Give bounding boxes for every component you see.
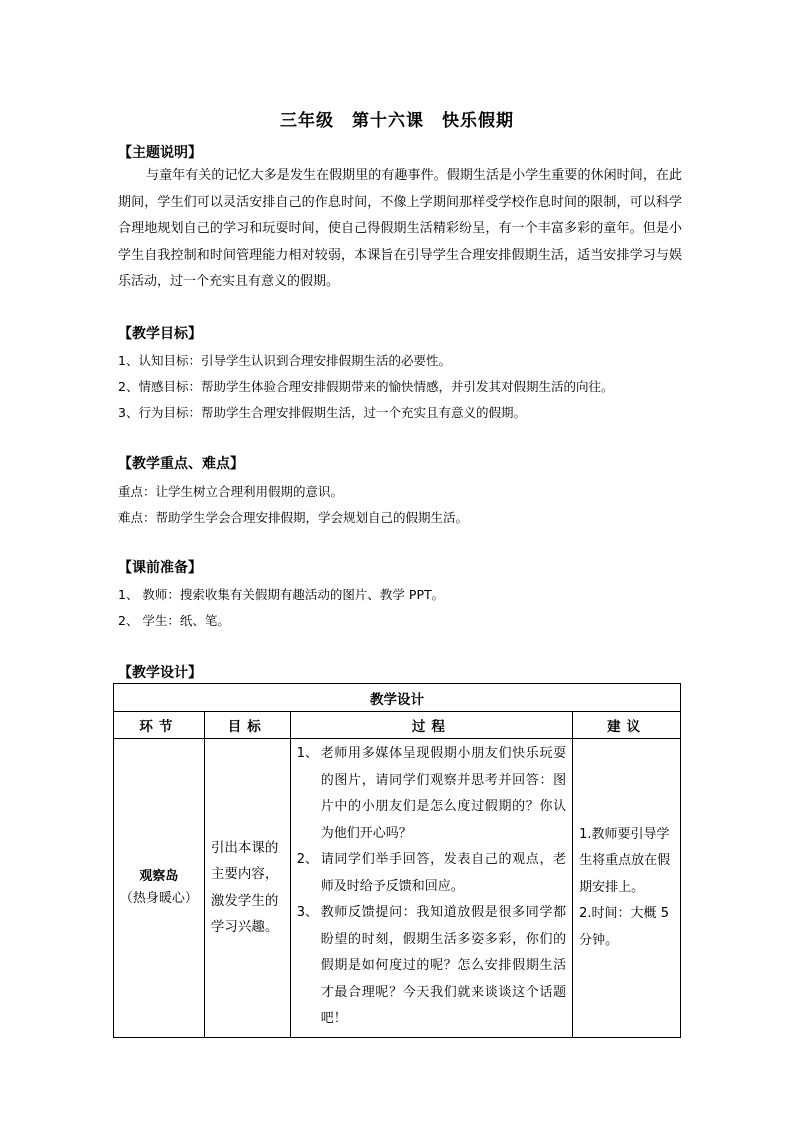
process-step-text: 请同学们举手回答，发表自己的观点，老师及时给予反馈和回应。 <box>320 852 567 894</box>
preparation-heading: 【课前准备】 <box>118 560 202 576</box>
advice-cell <box>573 739 681 1038</box>
process-step <box>297 741 566 847</box>
teaching-design-table <box>113 683 681 1038</box>
goal-cell: 引出本课的主要内容，激发学生的学习兴趣。 <box>204 739 290 1038</box>
preparation-teacher: 1、 教师：搜索收集有关假期有趣活动的图片、教学 PPT。 <box>118 587 445 602</box>
process-step-number: 3、 <box>296 905 318 920</box>
page-title: 三年级 第十六课 快乐假期 <box>280 111 514 131</box>
keypoint-focus: 重点：让学生树立合理利用假期的意识。 <box>118 484 344 499</box>
process-step-number: 2、 <box>296 852 318 867</box>
process-cell <box>290 739 572 1038</box>
column-header-advice: 建议 <box>573 712 681 739</box>
theme-heading: 【主题说明】 <box>118 145 202 161</box>
preparation-student: 2、 学生：纸、笔。 <box>118 613 230 628</box>
process-step <box>297 900 566 1033</box>
objectives-heading: 【教学目标】 <box>118 326 202 342</box>
process-step-text: 老师用多媒体呈现假期小朋友们快乐玩耍的图片，请同学们观察并思考并回答：图片中的小朋友们是怎么度过假期的？你认为他们开心吗？ <box>320 746 567 841</box>
column-header-section: 环节 <box>114 712 205 739</box>
process-step-number: 1、 <box>296 746 318 761</box>
column-header-process: 过程 <box>290 712 572 739</box>
table-row <box>114 739 681 1038</box>
table-caption: 教学设计 <box>114 684 681 712</box>
objective-item-emotional: 2、情感目标：帮助学生体验合理安排假期带来的愉快情感，并引发其对假期生活的向往。 <box>118 379 614 394</box>
objective-item-behavioral: 3、行为目标：帮助学生合理安排假期生活，过一个充实且有意义的假期。 <box>118 405 526 420</box>
process-step-text: 教师反馈提问：我知道放假是很多同学都盼望的时刻，假期生活多姿多彩，你们的假期是如何度过的呢？怎么安排假期生活才最合理呢？今天我们就来谈谈这个话题吧！ <box>320 905 567 1026</box>
theme-paragraph: 与童年有关的记忆大多是发生在假期里的有趣事件。假期生活是小学生重要的休闲时间，在此期间，学生们可以灵活安排自己的作息时间，不像上学期间那样受学校作息时间的限制，可以科学合理地规划自己的学习和玩耍时间，使自己得假期生活精彩纷呈，有一个丰富多彩的童年。但是小学生自我控制和时间管理能力相对较弱，本课旨在引导学生合理安排假期生活，适当安排学习与娱乐活动，过一个充实且有意义的假期。 <box>118 168 682 289</box>
objective-item-cognitive: 1、认知目标：引导学生认识到合理安排假期生活的必要性。 <box>118 353 451 368</box>
process-step <box>297 847 566 900</box>
section-cell <box>114 739 205 1038</box>
keypoint-difficulty: 难点：帮助学生学会合理安排假期，学会规划自己的假期生活。 <box>118 510 469 525</box>
advice-item: 1.教师要引导学生将重点放在假期安排上。 <box>579 826 671 895</box>
section-subtitle: （热身暖心） <box>119 890 198 906</box>
column-header-goal: 目标 <box>204 712 290 739</box>
advice-item: 2.时间：大概 5 分钟。 <box>579 906 669 948</box>
keypoints-heading: 【教学重点、难点】 <box>118 456 244 472</box>
design-heading: 【教学设计】 <box>118 665 202 681</box>
section-name: 观察岛 <box>139 868 179 884</box>
